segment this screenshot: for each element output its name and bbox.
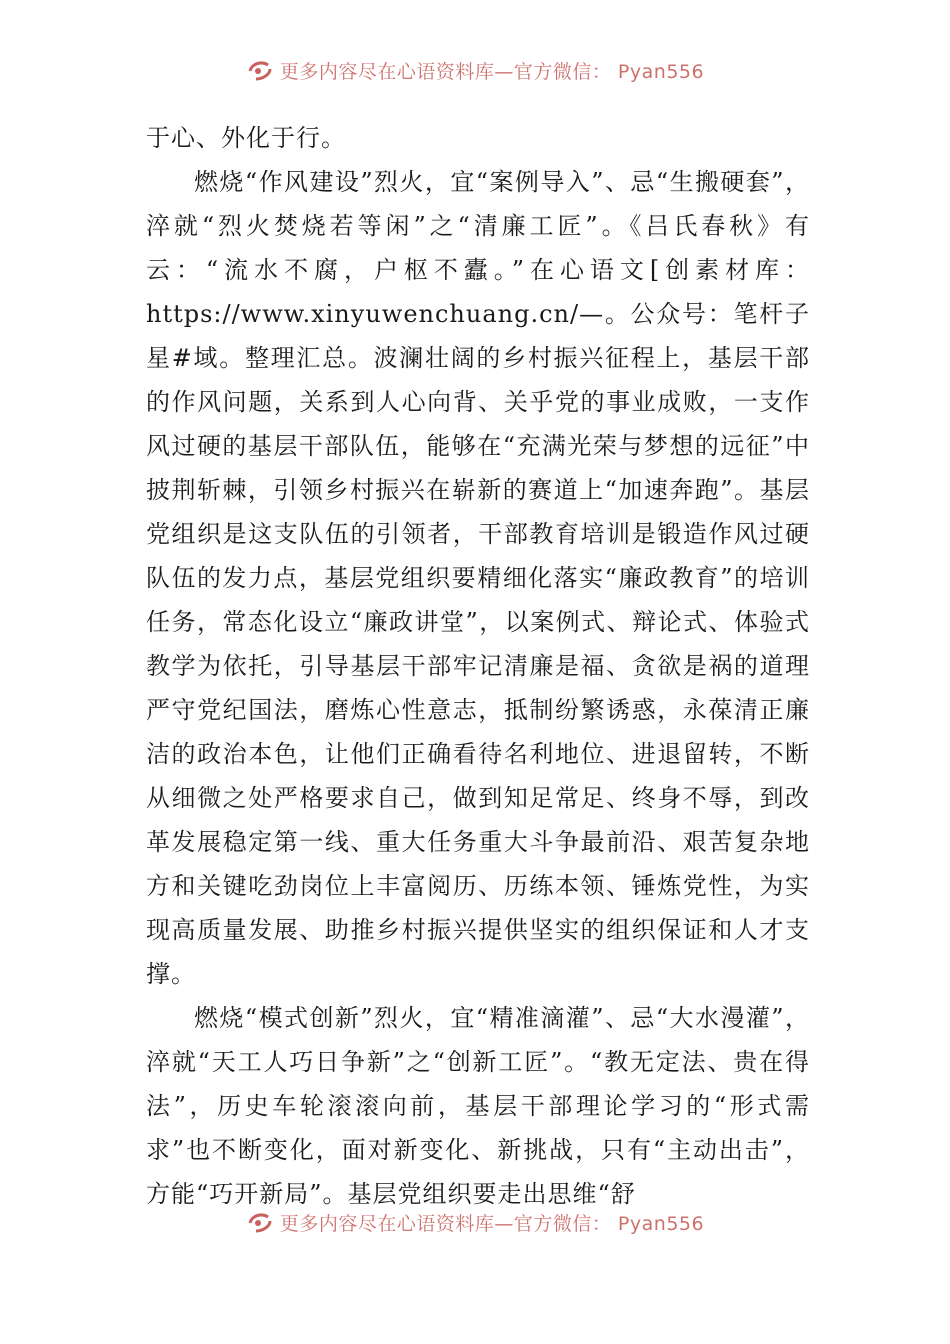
paragraph-continuation: 于心、外化于行。 xyxy=(146,124,346,152)
paragraph-style-building: 燃烧“作风建设”烈火，宜“案例导入”、忌“生搬硬套”，淬就“烈火焚烧若等闲”之“清廉工匠”。《吕氏春秋》有云：“流水不腐，户枢不蠹。”在心语文[创素材库：https://www.xinyuwenchuang.cn/—。公众号：笔杆子星#域。整理汇总。波澜壮阔的乡村振兴征程上，基层干部的作风问题，关系到人心向背、关乎党的事业成败，一支作风过硬的基层干部队伍，能够在“充满光荣与梦想的远征”中披荆斩棘，引领乡村振兴在崭新的赛道上“加速奔跑”。基层党组织是这支队伍的引领者，干部教育培训是锻造作风过硬队伍的发力点，基层党组织要精细化落实“廉政教育”的培训任务，常态化设立“廉政讲堂”，以案例式、辩论式、体验式教学为依托，引导基层干部牢记清廉是福、贪欲是祸的道理严守党纪国法，磨炼心性意志，抵制纷繁诱惑，永葆清正廉洁的政治本色，让他们正确看待名利地位、进退留转，不断从细微之处严格要求自己，做到知足常足、终身不辱，到改革发展稳定第一线、重大任务重大斗争最前沿、艰苦复杂地方和关键吃劲岗位上丰富阅历、历练本领、锤炼党性，为实现高质量发展、助推乡村振兴提供坚实的组织保证和人才支撑。 xyxy=(146,168,810,988)
paragraph-mode-innovation: 燃烧“模式创新”烈火，宜“精准滴灌”、忌“大水漫灌”，淬就“天工人巧日争新”之“创新工匠”。“教无定法、贵在得法”，历史车轮滚滚向前，基层干部理论学习的“形式需求”也不断变化，面对新变化、新挑战，只有“主动出击”，方能“巧开新局”。基层党组织要走出思维“舒 xyxy=(146,1004,810,1208)
watermark-text: 更多内容尽在心语资料库—官方微信： Pyan556 xyxy=(279,60,705,83)
brand-logo-icon xyxy=(246,57,276,83)
watermark-text: 更多内容尽在心语资料库—官方微信： Pyan556 xyxy=(279,1212,705,1235)
footer-watermark-banner xyxy=(0,1208,950,1236)
header-watermark-banner xyxy=(0,56,950,84)
brand-logo-icon xyxy=(246,1209,276,1235)
document-body xyxy=(146,116,810,1216)
